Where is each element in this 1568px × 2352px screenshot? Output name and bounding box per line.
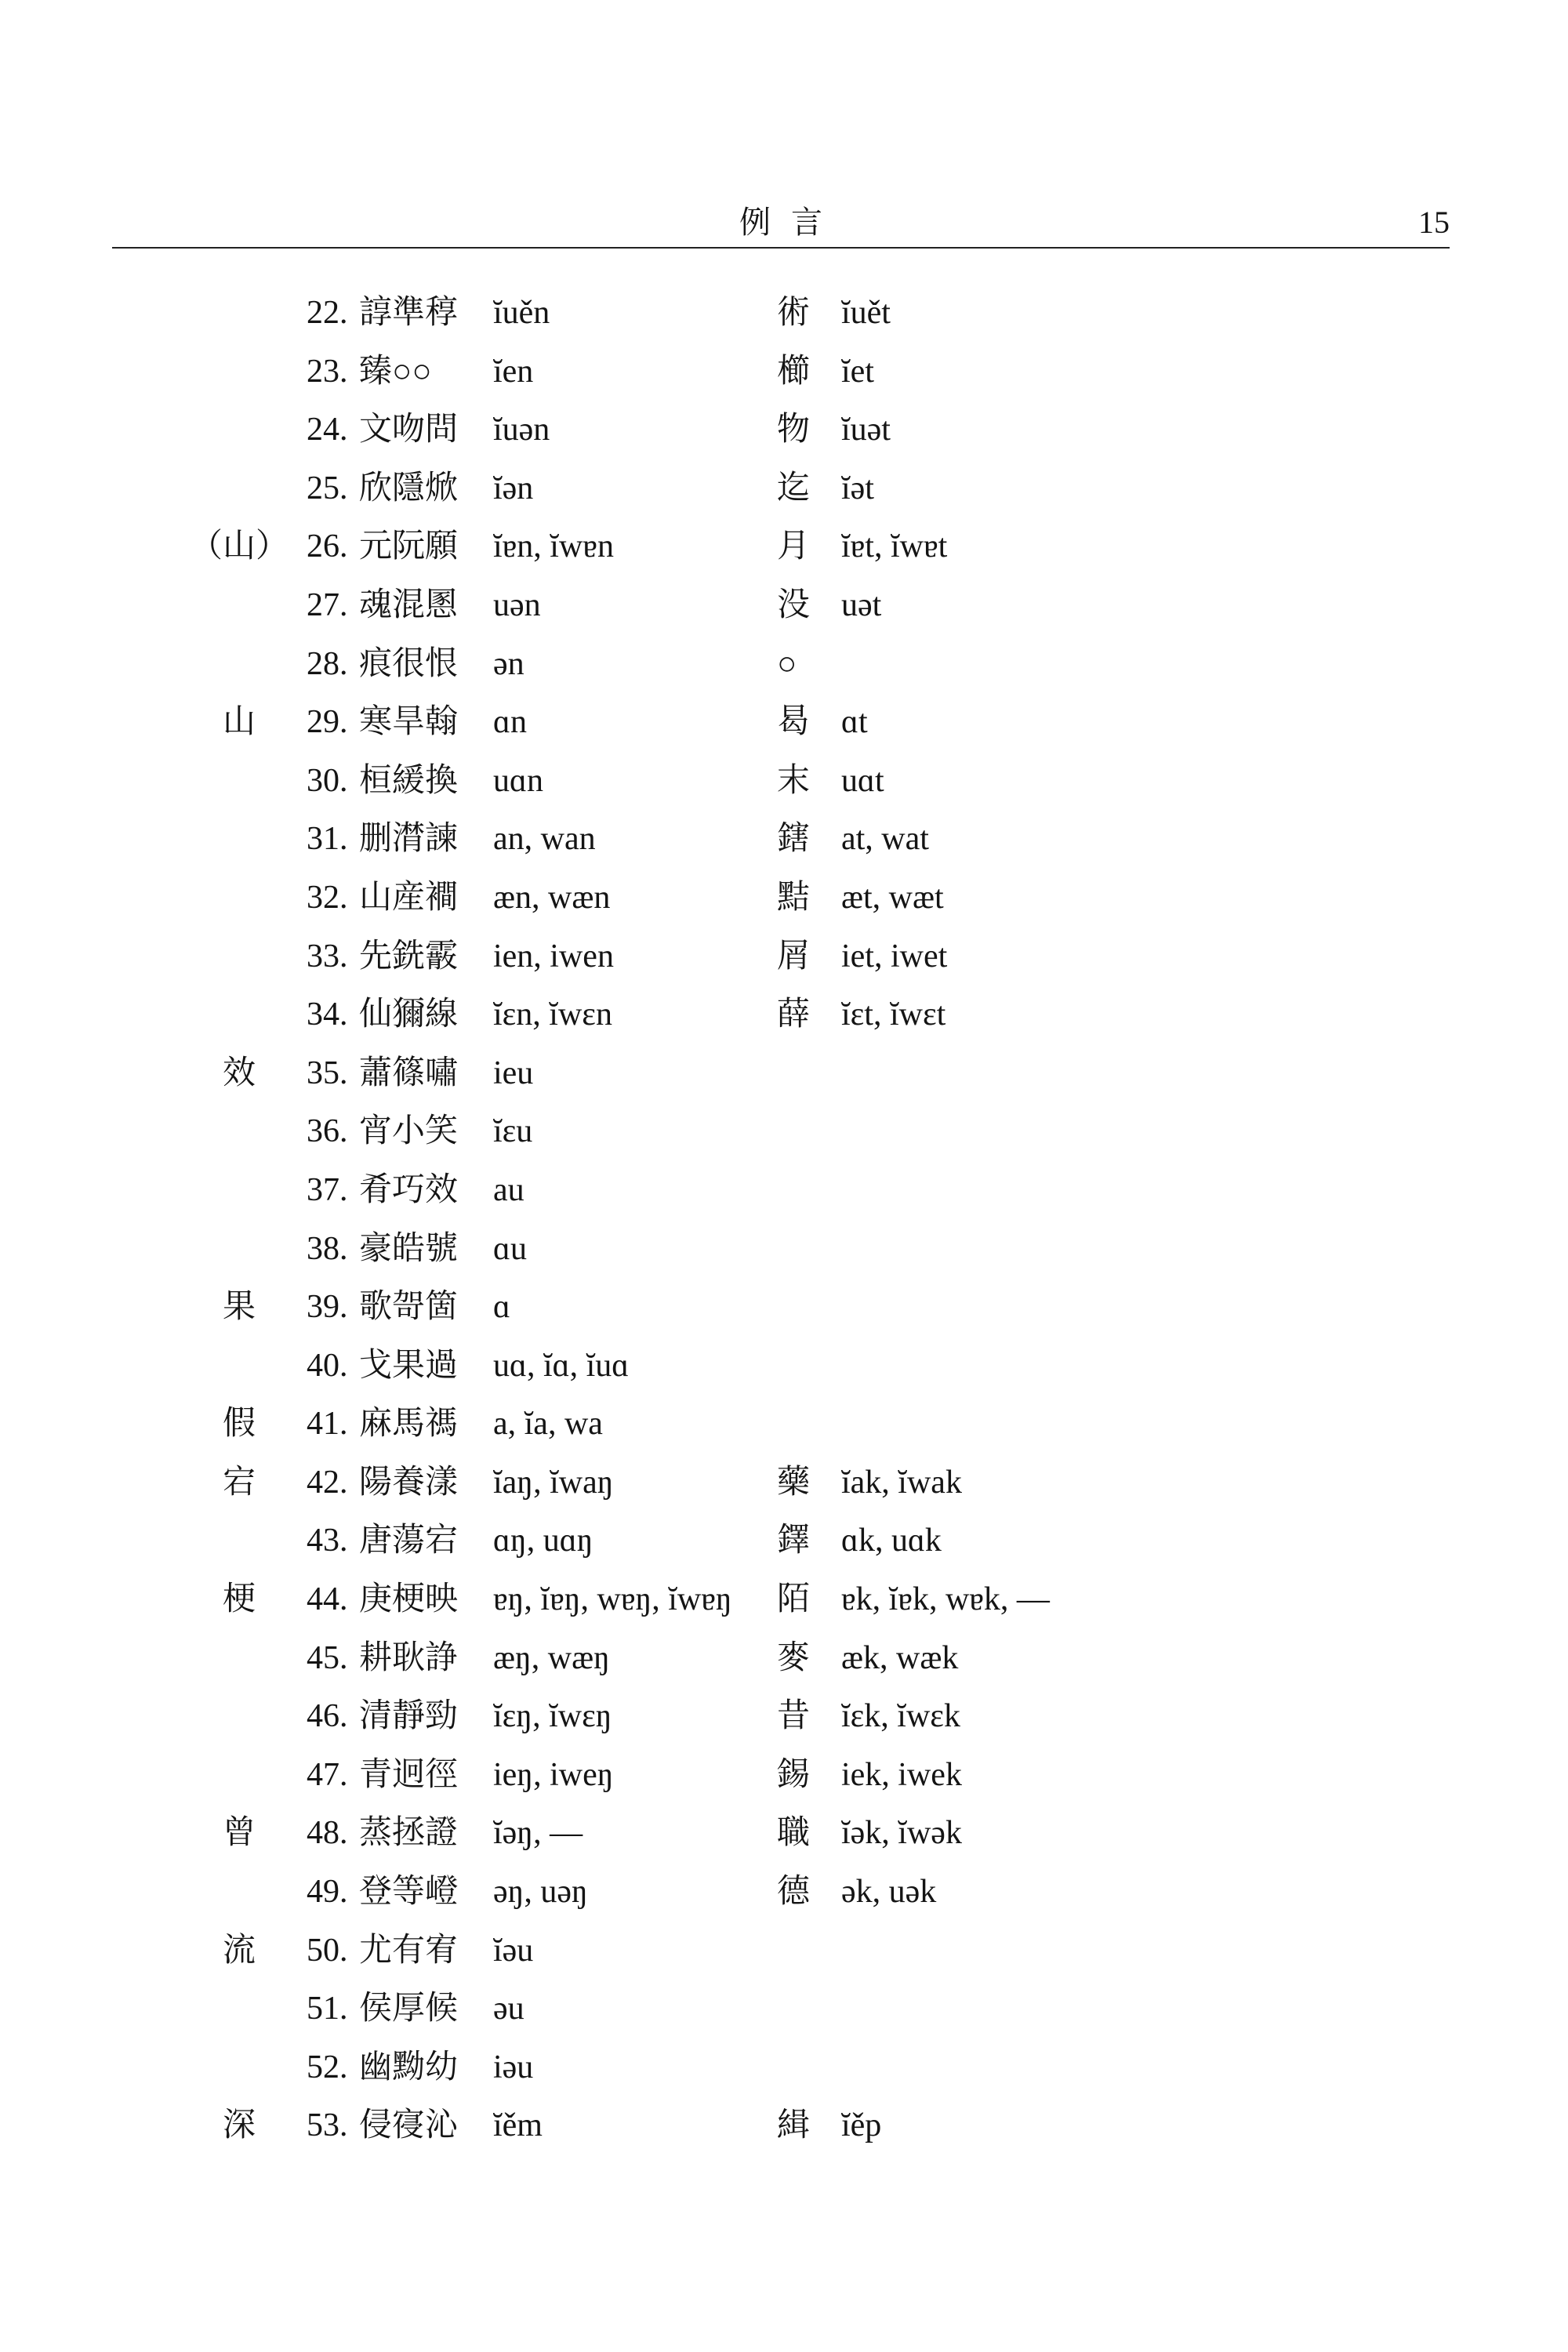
rhyme-number: 25. bbox=[307, 470, 348, 506]
entering-tone-reading: ĭet bbox=[841, 353, 874, 390]
rhyme-characters: 臻○○ bbox=[359, 353, 432, 390]
rhyme-characters: 元阮願 bbox=[359, 528, 459, 565]
rhyme-reading: ĭən bbox=[493, 470, 534, 506]
rhyme-number: 30. bbox=[307, 762, 348, 799]
page-number: 15 bbox=[1418, 205, 1450, 240]
entering-tone-reading: ĭək, ĭwək bbox=[841, 1815, 962, 1852]
rhyme-reading: əŋ, uəŋ bbox=[493, 1874, 588, 1911]
entering-tone-reading: iek, iwek bbox=[841, 1756, 962, 1793]
rhyme-number: 36. bbox=[307, 1113, 348, 1150]
entering-tone-character: 鎋 bbox=[777, 821, 811, 858]
rhyme-reading: an, wan bbox=[493, 821, 596, 858]
entering-tone-reading: at, wat bbox=[841, 821, 929, 858]
rhyme-row bbox=[0, 517, 1568, 576]
rhyme-reading: ɑŋ, uɑŋ bbox=[493, 1523, 593, 1559]
entering-tone-character: 櫛 bbox=[777, 353, 811, 390]
rhyme-number: 39. bbox=[307, 1289, 348, 1326]
entering-tone-character: 職 bbox=[777, 1815, 811, 1852]
rhyme-group-label: 曾 bbox=[222, 1815, 256, 1852]
rhyme-reading: ĭen bbox=[493, 353, 534, 390]
rhyme-group-label: 果 bbox=[222, 1289, 256, 1326]
rhyme-characters: 歌哿箇 bbox=[359, 1289, 459, 1326]
rhyme-row bbox=[0, 1395, 1568, 1454]
rhyme-number: 34. bbox=[307, 996, 348, 1033]
rhyme-characters: 侵寑沁 bbox=[359, 2107, 459, 2144]
rhyme-characters: 戈果過 bbox=[359, 1347, 459, 1384]
rhyme-table bbox=[0, 284, 1568, 2155]
rhyme-reading: ĭəŋ, — bbox=[493, 1815, 583, 1852]
rhyme-characters: 幽黝幼 bbox=[359, 2049, 459, 2085]
rhyme-number: 40. bbox=[307, 1347, 348, 1384]
rhyme-row bbox=[0, 810, 1568, 869]
rhyme-characters: 麻馬禡 bbox=[359, 1406, 459, 1443]
rhyme-reading: ĭěm bbox=[493, 2107, 543, 2144]
rhyme-characters: 耕耿諍 bbox=[359, 1639, 459, 1676]
rhyme-row bbox=[0, 927, 1568, 986]
entering-tone-character: 藥 bbox=[777, 1464, 811, 1501]
rhyme-reading: uɑn bbox=[493, 762, 543, 799]
page-header-title: 例 言 bbox=[739, 205, 829, 240]
rhyme-number: 31. bbox=[307, 821, 348, 858]
rhyme-reading: æŋ, wæŋ bbox=[493, 1639, 610, 1676]
rhyme-characters: 魂混慁 bbox=[359, 586, 459, 623]
rhyme-reading: ĭuən bbox=[493, 412, 550, 448]
rhyme-group-label: 效 bbox=[222, 1054, 256, 1091]
entering-tone-character: 黠 bbox=[777, 879, 811, 916]
rhyme-group-label: 深 bbox=[222, 2107, 256, 2144]
entering-tone-reading: æk, wæk bbox=[841, 1639, 959, 1676]
rhyme-characters: 桓緩換 bbox=[359, 762, 459, 799]
entering-tone-reading: uət bbox=[841, 586, 882, 623]
entering-tone-reading: ĭɛk, ĭwɛk bbox=[841, 1698, 960, 1735]
rhyme-characters: 删潸諫 bbox=[359, 821, 459, 858]
entering-tone-character: 鐸 bbox=[777, 1523, 811, 1559]
rhyme-row bbox=[0, 2096, 1568, 2155]
entering-tone-reading: æt, wæt bbox=[841, 879, 944, 916]
rhyme-characters: 痕很恨 bbox=[359, 645, 459, 682]
entering-tone-reading: ĭuět bbox=[841, 295, 891, 331]
entering-tone-character: 德 bbox=[777, 1874, 811, 1911]
rhyme-row bbox=[0, 1746, 1568, 1805]
rhyme-reading: ĭəu bbox=[493, 1932, 534, 1969]
rhyme-row bbox=[0, 343, 1568, 401]
rhyme-number: 22. bbox=[307, 295, 348, 331]
rhyme-characters: 先銑霰 bbox=[359, 938, 459, 975]
rhyme-group-label: 宕 bbox=[222, 1464, 256, 1501]
rhyme-row bbox=[0, 576, 1568, 635]
entering-tone-reading: uɑt bbox=[841, 762, 884, 799]
rhyme-row bbox=[0, 1102, 1568, 1161]
entering-tone-reading: ɑk, uɑk bbox=[841, 1523, 942, 1559]
rhyme-number: 52. bbox=[307, 2049, 348, 2085]
rhyme-row bbox=[0, 459, 1568, 518]
entering-tone-reading: ɑt bbox=[841, 704, 868, 741]
entering-tone-character: 昔 bbox=[777, 1698, 811, 1735]
rhyme-row bbox=[0, 752, 1568, 811]
entering-tone-reading: ək, uək bbox=[841, 1874, 937, 1911]
rhyme-number: 42. bbox=[307, 1464, 348, 1501]
entering-tone-character: 術 bbox=[777, 295, 811, 331]
rhyme-characters: 山産襇 bbox=[359, 879, 459, 916]
rhyme-reading: a, ĭa, wa bbox=[493, 1406, 603, 1443]
rhyme-characters: 肴巧效 bbox=[359, 1171, 459, 1208]
rhyme-group-label: 梗 bbox=[222, 1581, 256, 1618]
rhyme-number: 38. bbox=[307, 1230, 348, 1267]
entering-tone-character: 錫 bbox=[777, 1756, 811, 1793]
rhyme-reading: ĭɐn, ĭwɐn bbox=[493, 528, 614, 565]
entering-tone-reading: ĭət bbox=[841, 470, 874, 506]
rhyme-row bbox=[0, 1570, 1568, 1629]
rhyme-row bbox=[0, 1161, 1568, 1220]
rhyme-characters: 寒旱翰 bbox=[359, 704, 459, 741]
rhyme-reading: ĭɛu bbox=[493, 1113, 533, 1150]
rhyme-row bbox=[0, 1980, 1568, 2038]
rhyme-reading: ieŋ, iweŋ bbox=[493, 1756, 614, 1793]
rhyme-reading: uɑ, ĭɑ, ĭuɑ bbox=[493, 1347, 630, 1384]
rhyme-reading: ən bbox=[493, 645, 524, 682]
rhyme-number: 50. bbox=[307, 1932, 348, 1969]
rhyme-characters: 諄準稕 bbox=[359, 295, 459, 331]
rhyme-reading: əu bbox=[493, 1991, 524, 2027]
rhyme-row bbox=[0, 1220, 1568, 1279]
rhyme-characters: 陽養漾 bbox=[359, 1464, 459, 1501]
rhyme-row bbox=[0, 1454, 1568, 1512]
rhyme-number: 46. bbox=[307, 1698, 348, 1735]
rhyme-row bbox=[0, 1044, 1568, 1103]
rhyme-characters: 庚梗映 bbox=[359, 1581, 459, 1618]
rhyme-group-label: 假 bbox=[222, 1406, 256, 1443]
rhyme-row bbox=[0, 2038, 1568, 2097]
rhyme-characters: 青迥徑 bbox=[359, 1756, 459, 1793]
entering-tone-reading: ɐk, ĭɐk, wɐk, — bbox=[841, 1581, 1050, 1618]
entering-tone-reading: ĭuət bbox=[841, 412, 891, 448]
rhyme-reading: au bbox=[493, 1171, 524, 1208]
entering-tone-reading: iet, iwet bbox=[841, 938, 948, 975]
rhyme-number: 48. bbox=[307, 1815, 348, 1852]
rhyme-row bbox=[0, 284, 1568, 343]
rhyme-reading: ɑ bbox=[493, 1289, 510, 1326]
rhyme-number: 37. bbox=[307, 1171, 348, 1208]
entering-tone-character: 曷 bbox=[777, 704, 811, 741]
entering-tone-character: 緝 bbox=[777, 2107, 811, 2144]
rhyme-number: 27. bbox=[307, 586, 348, 623]
rhyme-number: 53. bbox=[307, 2107, 348, 2144]
rhyme-characters: 豪皓號 bbox=[359, 1230, 459, 1267]
rhyme-reading: uən bbox=[493, 586, 541, 623]
rhyme-number: 49. bbox=[307, 1874, 348, 1911]
rhyme-reading: ien, iwen bbox=[493, 938, 614, 975]
entering-tone-reading: ĭak, ĭwak bbox=[841, 1464, 962, 1501]
entering-tone-reading: ĭɛt, ĭwɛt bbox=[841, 996, 946, 1033]
rhyme-row bbox=[0, 1863, 1568, 1922]
rhyme-characters: 欣隱焮 bbox=[359, 470, 459, 506]
rhyme-number: 43. bbox=[307, 1523, 348, 1559]
rhyme-characters: 蕭篠嘯 bbox=[359, 1054, 459, 1091]
rhyme-reading: iəu bbox=[493, 2049, 534, 2085]
rhyme-number: 29. bbox=[307, 704, 348, 741]
entering-tone-character: 没 bbox=[777, 586, 811, 623]
rhyme-characters: 登等嶝 bbox=[359, 1874, 459, 1911]
rhyme-number: 35. bbox=[307, 1054, 348, 1091]
rhyme-row bbox=[0, 1278, 1568, 1337]
rhyme-row bbox=[0, 1337, 1568, 1396]
rhyme-reading: ɐŋ, ĭɐŋ, wɐŋ, ĭwɐŋ bbox=[493, 1581, 732, 1618]
rhyme-number: 33. bbox=[307, 938, 348, 975]
rhyme-characters: 蒸拯證 bbox=[359, 1815, 459, 1852]
rhyme-number: 26. bbox=[307, 528, 348, 565]
entering-tone-reading: ĭěp bbox=[841, 2107, 882, 2144]
rhyme-characters: 宵小笑 bbox=[359, 1113, 459, 1150]
entering-tone-character: 物 bbox=[777, 412, 811, 448]
rhyme-reading: æn, wæn bbox=[493, 879, 611, 916]
rhyme-number: 51. bbox=[307, 1991, 348, 2027]
rhyme-row bbox=[0, 1922, 1568, 1980]
rhyme-number: 47. bbox=[307, 1756, 348, 1793]
rhyme-row bbox=[0, 869, 1568, 927]
rhyme-row bbox=[0, 1629, 1568, 1688]
rhyme-reading: ĭuěn bbox=[493, 295, 550, 331]
entering-tone-character: 薛 bbox=[777, 996, 811, 1033]
rhyme-characters: 唐蕩宕 bbox=[359, 1523, 459, 1559]
entering-tone-character: 麥 bbox=[777, 1639, 811, 1676]
rhyme-reading: ĭɛŋ, ĭwɛŋ bbox=[493, 1698, 612, 1735]
rhyme-group-label: 山 bbox=[222, 704, 256, 741]
rhyme-characters: 清靜勁 bbox=[359, 1698, 459, 1735]
rhyme-row bbox=[0, 635, 1568, 694]
rhyme-number: 44. bbox=[307, 1581, 348, 1618]
rhyme-number: 41. bbox=[307, 1406, 348, 1443]
rhyme-row bbox=[0, 985, 1568, 1044]
rhyme-characters: 侯厚候 bbox=[359, 1991, 459, 2027]
rhyme-number: 32. bbox=[307, 879, 348, 916]
rhyme-number: 45. bbox=[307, 1639, 348, 1676]
rhyme-row bbox=[0, 401, 1568, 459]
rhyme-group-label: 流 bbox=[222, 1932, 256, 1969]
rhyme-reading: ɑn bbox=[493, 704, 527, 741]
header-rule bbox=[112, 247, 1450, 249]
entering-tone-character: 陌 bbox=[777, 1581, 811, 1618]
rhyme-row bbox=[0, 1687, 1568, 1746]
rhyme-characters: 仙獮線 bbox=[359, 996, 459, 1033]
entering-tone-character: 末 bbox=[777, 762, 811, 799]
rhyme-row bbox=[0, 1512, 1568, 1570]
rhyme-characters: 文吻問 bbox=[359, 412, 459, 448]
rhyme-number: 23. bbox=[307, 353, 348, 390]
entering-tone-character: 屑 bbox=[777, 938, 811, 975]
rhyme-row bbox=[0, 693, 1568, 752]
rhyme-reading: ĭɛn, ĭwɛn bbox=[493, 996, 612, 1033]
entering-tone-reading: ĭɐt, ĭwɐt bbox=[841, 528, 948, 565]
rhyme-number: 28. bbox=[307, 645, 348, 682]
rhyme-number: 24. bbox=[307, 412, 348, 448]
entering-tone-character: 迄 bbox=[777, 470, 811, 506]
rhyme-group-label: （山） bbox=[189, 528, 289, 565]
rhyme-reading: ɑu bbox=[493, 1230, 527, 1267]
rhyme-row bbox=[0, 1804, 1568, 1863]
rhyme-reading: ieu bbox=[493, 1054, 534, 1091]
rhyme-characters: 尤有宥 bbox=[359, 1932, 459, 1969]
rhyme-reading: ĭaŋ, ĭwaŋ bbox=[493, 1464, 614, 1501]
entering-tone-character: 月 bbox=[777, 528, 811, 565]
entering-tone-character: ○ bbox=[777, 645, 797, 682]
